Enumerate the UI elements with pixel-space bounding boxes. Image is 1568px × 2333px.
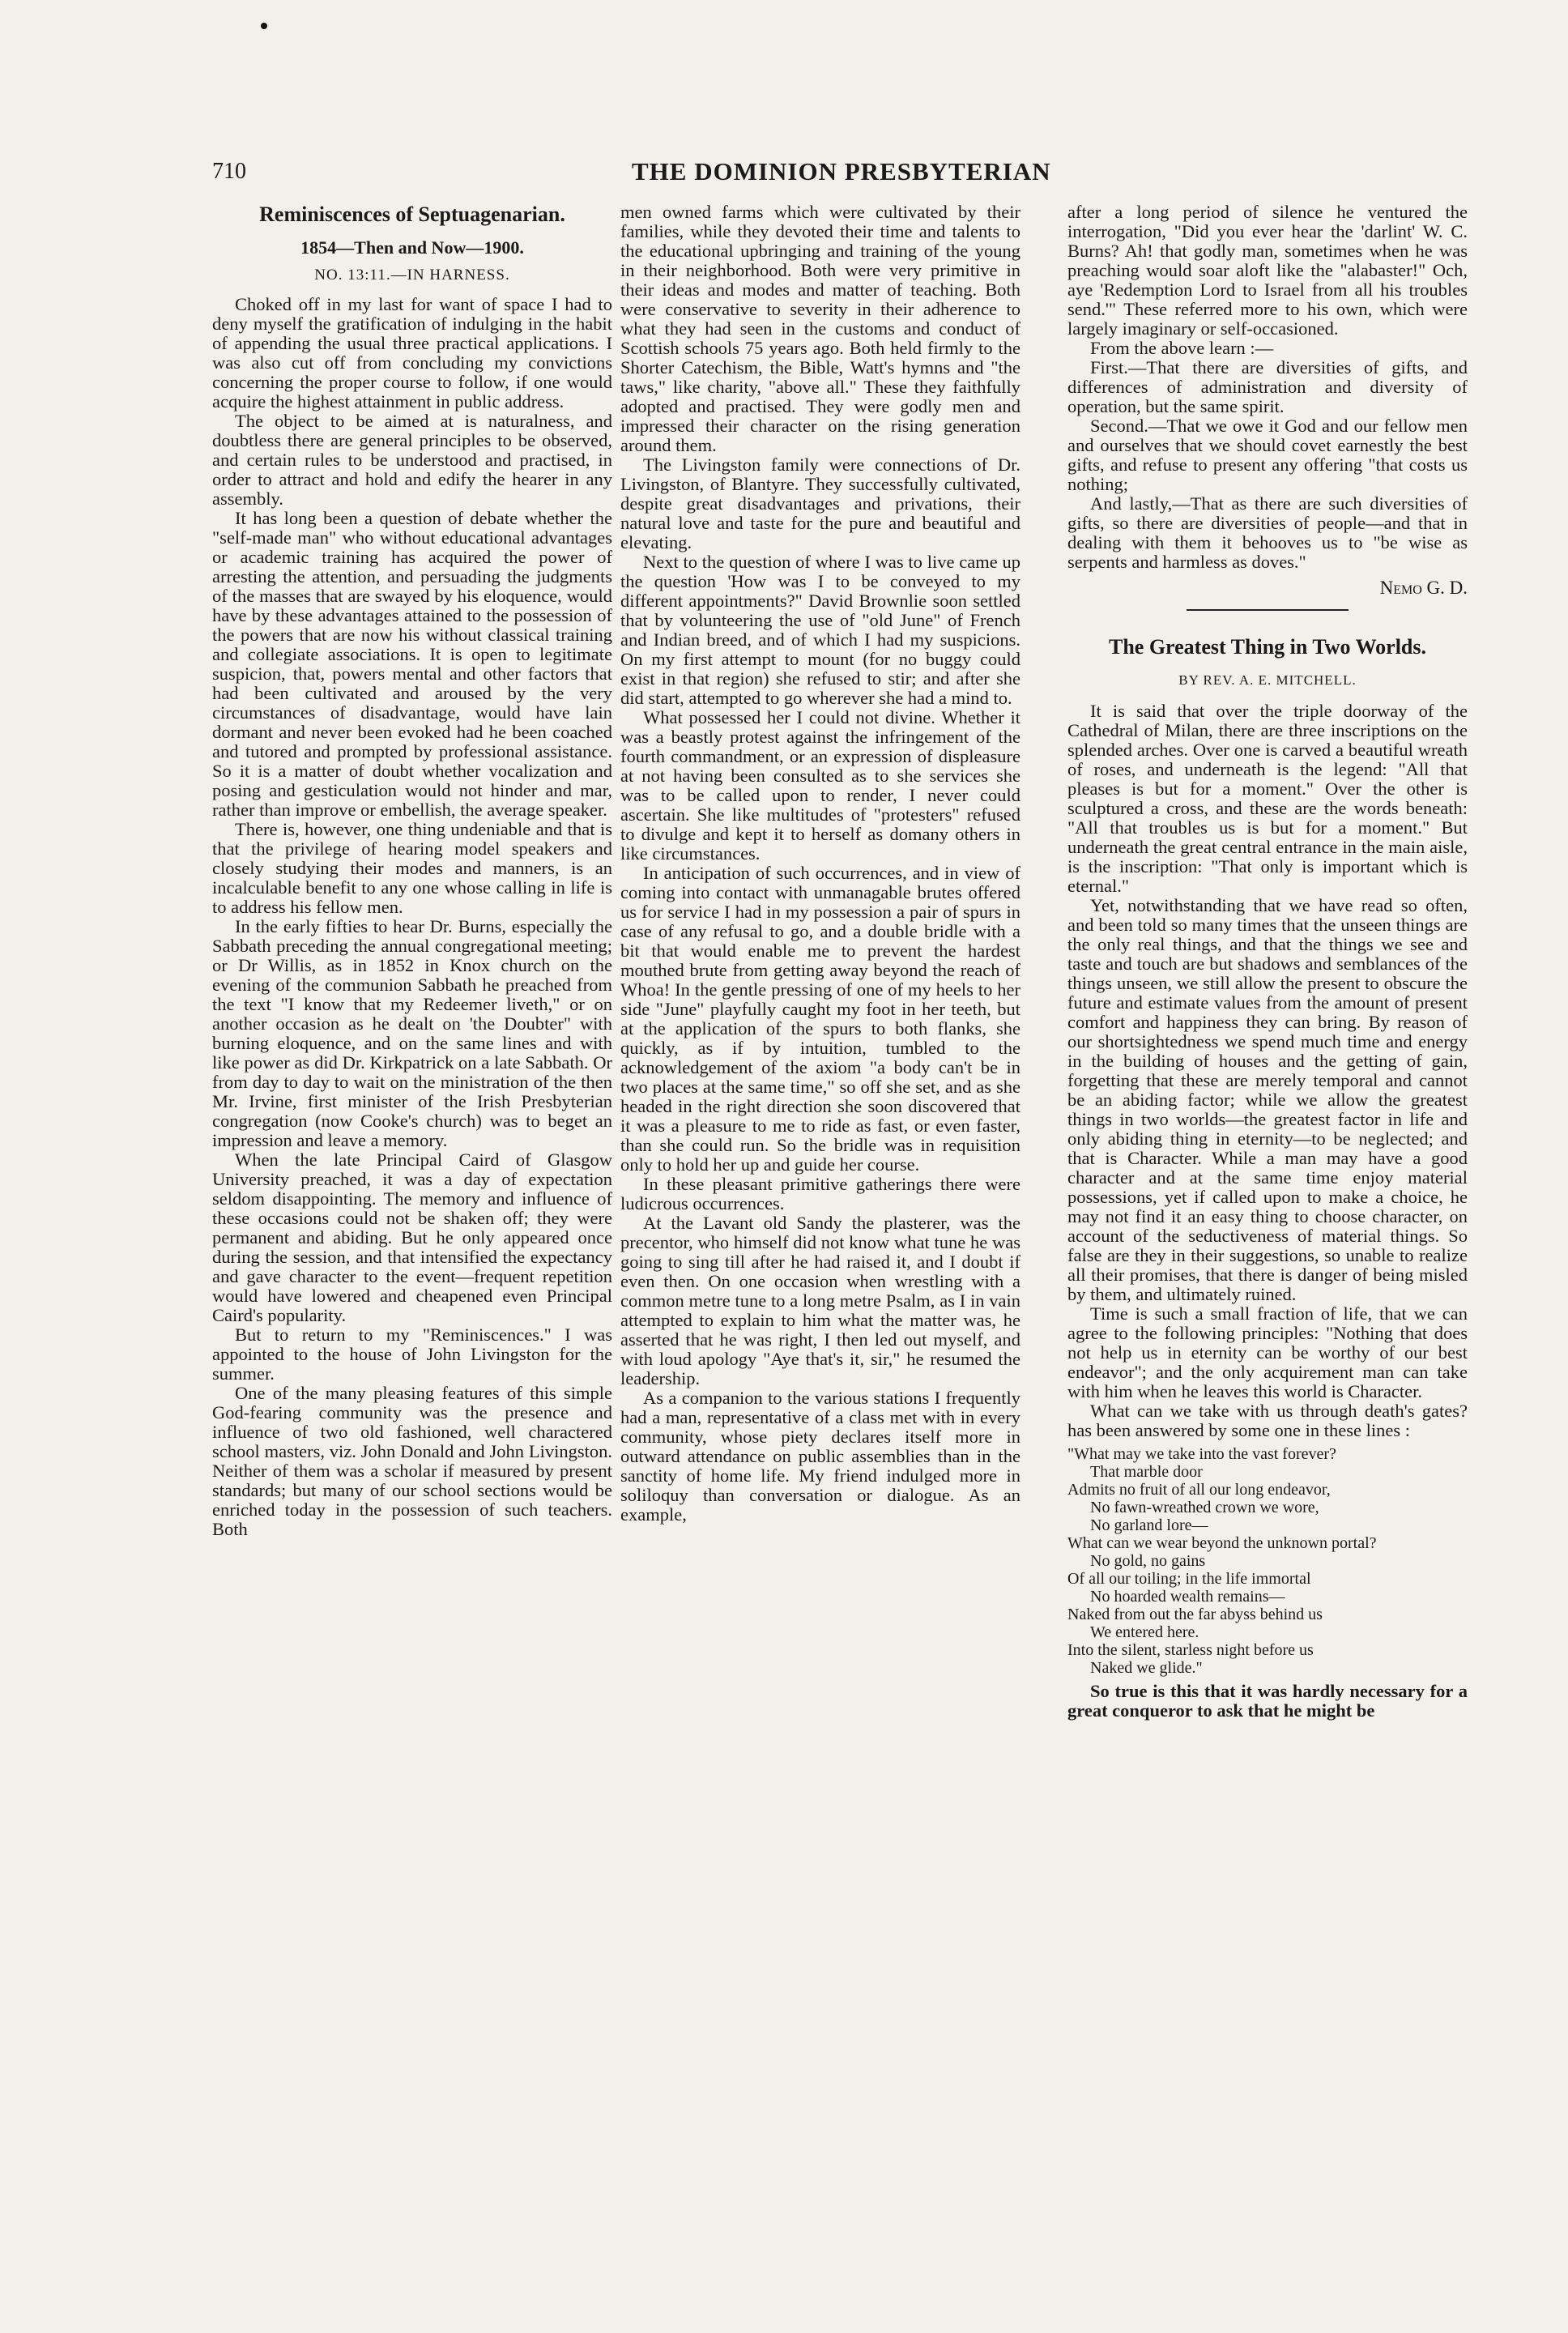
poem-line: No hoarded wealth remains— <box>1090 1588 1285 1606</box>
article1-paragraph: From the above learn :— <box>1090 338 1274 358</box>
article1-dates: 1854—Then and Now—1900. <box>300 237 524 258</box>
article1-paragraph: As a companion to the various stations I frequently had a man, representative of a class met with in every community, whose piety declares itself more in outward attendance on public assemblies than in the sanctity of home life. My friend indulged more in soliloquy than conversation or dialogue. As an example, <box>620 1388 1020 1525</box>
page-header <box>0 154 1568 194</box>
article1-paragraph: And lastly,—That as there are such diversities of gifts, so there are diversities of people—and that in dealing with them it behooves us to "be wise as serpents and harmless as doves." <box>1067 493 1468 572</box>
article1-section: NO. 13:11.—IN HARNESS. <box>314 267 510 284</box>
poem-line: No garland lore— <box>1090 1516 1208 1534</box>
poem-line: Naked we glide." <box>1090 1659 1203 1677</box>
article1-paragraph: When the late Principal Caird of Glasgow University preached, it was a day of expectation seldom disappointing. The memory and influence of these occasions could not be shaken off; they were permanent and abiding. But he only appeared once during the session, and that intensified the expectancy and gave character to the event—frequent repetition would have lowered and cheapened even Principal Caird's popularity. <box>212 1149 612 1325</box>
poem <box>1067 1445 1468 1677</box>
article1-paragraph: Choked off in my last for want of space I had to deny myself the gratification of indulging in the habit of appending the usual three practical applications. I was also cut off from concluding my convictions concerning the proper course to follow, if one would acquire the highest attainment in public address. <box>212 294 612 412</box>
article2-paragraph: It is said that over the triple doorway of the Cathedral of Milan, there are three inscriptions on the splended arches. Over one is carved a beautiful wreath of roses, and underneath is the legend: "All that pleases is but for a moment." Over the other is sculptured a cross, and these are the words beneath: "All that troubles us is but for a moment." But underneath the great central entrance in the main aisle, is the inscription: "That only is important which is eternal." <box>1067 701 1468 896</box>
poem-line: Admits no fruit of all our long endeavor, <box>1067 1481 1331 1499</box>
article1-paragraph: What possessed her I could not divine. Whether it was a beastly protest against the infringement of the fourth commandment, or an expression of displeasure at not having been consulted as to she services she was to be called upon to render, I never could ascertain. She like multitudes of "protesters" refused to divulge and kept it to herself as domany others in like circumstances. <box>620 707 1020 864</box>
column-2 <box>620 203 1020 2309</box>
poem-line: Naked from out the far abyss behind us <box>1067 1606 1323 1623</box>
article1-paragraph: The object to be aimed at is naturalness, and doubtless there are general principles to be observed, and certain rules to be understood and practised, in order to attract and hold and edify the hearer in any assembly. <box>212 411 612 509</box>
article1-paragraph: But to return to my "Reminiscences." I was appointed to the house of John Livingston for the summer. <box>212 1324 612 1384</box>
article1-paragraph: In the early fifties to hear Dr. Burns, especially the Sabbath preceding the annual congregational meeting; or Dr Willis, as in 1852 in Knox church on the evening of the communion Sabbath he preached from the text "I know that my Redeemer liveth," or on another occasion as he dealt on 'the Doubter" with burning eloquence, and on the same lines and with like power as did Dr. Kirkpatrick on a late Sabbath. Or from day to day to wait on the ministration of the then Mr. Irvine, first minister of the Irish Presbyterian congregation (now Cooke's church) was to beget an impression and leave a memory. <box>212 916 612 1150</box>
article1-paragraph: after a long period of silence he ventured the interrogation, "Did you ever hear the 'darlint' W. C. Burns? Ah! that godly man, sometimes when he was preaching would soar aloft like the "alabaster!" Och, aye 'Redemption Lord to Israel from all his troubles send.'" These referred more to his own, which were largely imaginary or self-occasioned. <box>1067 203 1468 339</box>
article1-paragraph: There is, however, one thing undeniable and that is that the privilege of hearing model speakers and closely studying their modes and manners, is an incalculable benefit to any one whose calling in life is to address his fellow men. <box>212 819 612 917</box>
divider-rule <box>1187 609 1349 611</box>
column-3 <box>1067 203 1468 2309</box>
ink-dot <box>261 23 267 29</box>
page-number: 710 <box>212 159 246 184</box>
article1-title: Reminiscences of Septuagenarian. <box>259 203 565 226</box>
poem-line: We entered here. <box>1090 1623 1199 1641</box>
poem-line: Into the silent, starless night before us <box>1067 1641 1314 1659</box>
poem-line: No fawn-wreathed crown we wore, <box>1090 1499 1319 1516</box>
article2-paragraph: What can we take with us through death's gates? has been answered by some one in these lines : <box>1067 1401 1468 1440</box>
article1-paragraph: In anticipation of such occurrences, and in view of coming into contact with unmanagable brutes offered us for service I had in my possession a pair of spurs in case of any refusal to go, and a double bridle with a bit that would enable me to prevent the hardest mouthed brute from getting away beyond the reach of Whoa! In the gentle pressing of one of my heels to her side "June" playfully caught my foot in her teeth, but at the application of the spurs to both flanks, she quickly, as if by intuition, tumbled to the acknowledgement of the axiom "a body can't be in two places at the same time," so off she set, and as she headed in the right direction she soon discovered that it was a pleasure to me to ride as fast, or even faster, than she could run. So the bridle was in requisition only to hold her up and guide her course. <box>620 863 1020 1175</box>
poem-line: What can we wear beyond the unknown portal? <box>1067 1534 1377 1552</box>
article1-paragraph: First.—That there are diversities of gifts, and differences of administration and diversity of operation, but the same spirit. <box>1067 357 1468 416</box>
poem-line: Of all our toiling; in the life immortal <box>1067 1570 1311 1588</box>
article1-signature: Nemo G. D. <box>1379 578 1468 598</box>
article2-author: BY REV. A. E. MITCHELL. <box>1178 672 1357 688</box>
article2-paragraph: Yet, notwithstanding that we have read so often, and been told so many times that the unseen things are the only real things, and that the things we see and taste and touch are but shadows and semblances of the things unseen, we still allow the present to obscure the future and estimate values from the amount of present comfort and happiness they can bring. By reason of our shortsightedness we spend much time and energy in the building of houses and the getting of gain, forgetting that these are merely temporal and cannot be an abiding factor; while we allow the greatest things in two worlds—the greatest factor in life and only abiding thing in eternity—to be neglected; and that is Character. While a man may have a good character and at the same time enjoy material possessions, yet if called upon to make a choice, he may not find it an easy thing to choose character, on account of the seductiveness of material things. So false are they in their suggestions, so unable to realize all their promises, that there is danger of being misled by them, and ultimately ruined. <box>1067 895 1468 1304</box>
article1-paragraph: At the Lavant old Sandy the plasterer, was the precentor, who himself did not know what tune he was going to sing till after he had raised it, and I doubt if even then. On one occasion when wrestling with a common metre tune to a long metre Psalm, as I in vain attempted to explain to him what the matter was, he asserted that he was right, I then led out myself, and with loud apology "Aye that's it, sir," he resumed the leadership. <box>620 1213 1020 1388</box>
article2-closing: So true is this that it was hardly necessary for a great conqueror to ask that he might be <box>1067 1681 1468 1721</box>
article2-title: The Greatest Thing in Two Worlds. <box>1108 635 1426 659</box>
article1-paragraph: men owned farms which were cultivated by their families, while they devoted their time and talents to the educational upbringing and training of the young in their neighborhood. Both were very primitive in their ideas and modes and matter of teaching. Both were conservative to severity in their adherence to what they had seen in the customs and conduct of Scottish schools 75 years ago. Both held firmly to the Shorter Catechism, the Bible, Watt's hymns and "the taws," like charity, "above all." These they faithfully adopted and practised. They were godly men and impressed their character on the rising generation around them. <box>620 203 1020 455</box>
article1-paragraph: The Livingston family were connections of Dr. Livingston, of Blantyre. They successfully cultivated, despite great disadvantages and privations, their natural love and taste for the pure and beautiful and elevating. <box>620 454 1020 552</box>
article1-paragraph: Second.—That we owe it God and our fellow men and ourselves that we should covet earnestly the best gifts, and refuse to present any offering "that costs us nothing; <box>1067 416 1468 494</box>
article1-paragraph: It has long been a question of debate whether the "self-made man" who without educational advantages or academic training has acquired the power of arresting the attention, and persuading the judgments of the masses that are swayed by his eloquence, would have by these advantages attained to the possession of the powers that are now his without classical training and collegiate associations. It is open to legitimate suspicion, that, powers mental and other factors that had been cultivated and aroused by the very circumstances of disadvantage, would have lain dormant and never been evoked had he been coached and tutored and prompted by professional assistance. So it is a matter of doubt whether vocalization and posing and gesticulation would not hinder and mar, rather than improve or embellish, the average speaker. <box>212 508 612 820</box>
article1-paragraph: One of the many pleasing features of this simple God-fearing community was the presence and influence of two old fashioned, well charactered school masters, viz. John Donald and John Livingston. Neither of them was a scholar if measured by present standards; but many of our school sections would be enriched today in the possession of such teachers. Both <box>212 1383 612 1539</box>
article1-paragraph: In these pleasant primitive gatherings there were ludicrous occurrences. <box>620 1174 1020 1213</box>
poem-line: That marble door <box>1090 1463 1203 1481</box>
article2-paragraph: Time is such a small fraction of life, that we can agree to the following principles: "Nothing that does not help us in eternity can be worthy of our best endeavor"; and the only acquirement man can take with him when he leaves this world is Character. <box>1067 1303 1468 1401</box>
column-1 <box>212 203 612 2309</box>
poem-line: "What may we take into the vast forever? <box>1067 1445 1336 1463</box>
running-title: THE DOMINION PRESBYTERIAN <box>632 157 1051 186</box>
article1-paragraph: Next to the question of where I was to live came up the question 'How was I to be conveyed to my different appointments?" David Brownlie soon settled that by volunteering the use of "old June" of French and Indian breed, and of which I had my suspicions. On my first attempt to mount (for no buggy could exist in that region) she refused to stir; and after she did start, attempted to go wherever she had a mind to. <box>620 552 1020 708</box>
poem-line: No gold, no gains <box>1090 1552 1206 1570</box>
